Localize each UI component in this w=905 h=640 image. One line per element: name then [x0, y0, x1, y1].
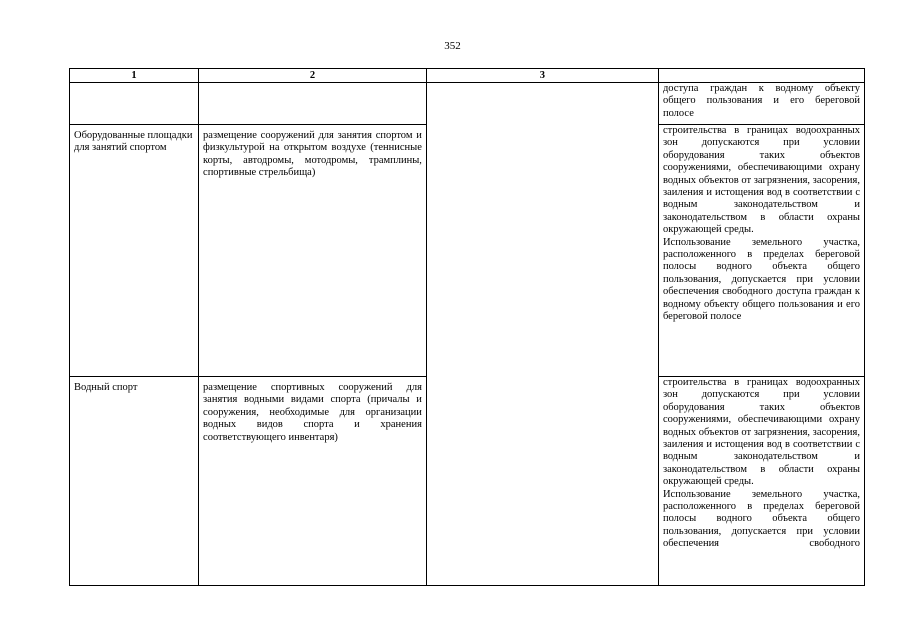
column-header-4 [658, 69, 864, 83]
conditions-line: полосе [662, 107, 694, 119]
conditions-paragraph: строительства в границах водоохранных зон допускаются при условии оборудования таких объектов сооружениями, обеспечивающими охрану водных объектов от загрязнения, засорения, заиления и истощения вод в соответствии с водным законодательством и законодательством в области охраны окружающей среды. [662, 125, 860, 236]
conditions-paragraph: Использование земельного участка, расположенного в пределах береговой полосы водного объекта общего пользования, допускается при условии обеспечения свободного доступа граждан к водному объекту общего пользования и его береговой полосе [662, 236, 860, 323]
page-number: 352 [444, 40, 461, 52]
conditions-cell [658, 125, 864, 377]
use-name-cell: Водный спорт [70, 377, 199, 586]
use-description-cell: размещение сооружений для занятия спортом и физкультурой на открытом воздухе (теннисные корты, автодромы, мотодромы, трамплины, спортивные стрельбища) [199, 125, 427, 377]
column-header-2: 2 [199, 69, 427, 83]
conditions-line: общего пользования и его береговой [662, 95, 860, 107]
zoning-table [69, 68, 865, 586]
code-cell [426, 83, 658, 586]
conditions-cell [658, 83, 864, 125]
column-header-3: 3 [426, 69, 658, 83]
use-description-cell: размещение спортивных сооружений для занятия водными видами спорта (причалы и сооружения, необходимые для организации водных видов спорта и хранения соответствующего инвентаря) [199, 377, 427, 586]
use-name-cell [70, 83, 199, 125]
conditions-cell [658, 377, 864, 586]
table-row [70, 83, 865, 125]
table-header-row [70, 69, 865, 83]
column-header-1: 1 [70, 69, 199, 83]
use-name-cell: Оборудованные площадки для занятий спортом [70, 125, 199, 377]
conditions-paragraph: Использование земельного участка, расположенного в пределах береговой полосы водного объекта общего пользования, допускается при условии обеспечения свободного [662, 488, 860, 550]
use-description-cell [199, 83, 427, 125]
conditions-line: доступа граждан к водному объекту [662, 83, 860, 94]
conditions-paragraph: строительства в границах водоохранных зон допускаются при условии оборудования таких объектов сооружениями, обеспечивающими охрану водных объектов от загрязнения, засорения, заиления и истощения вод в соответствии с водным законодательством и законодательством в области охраны окружающей среды. [662, 377, 860, 488]
